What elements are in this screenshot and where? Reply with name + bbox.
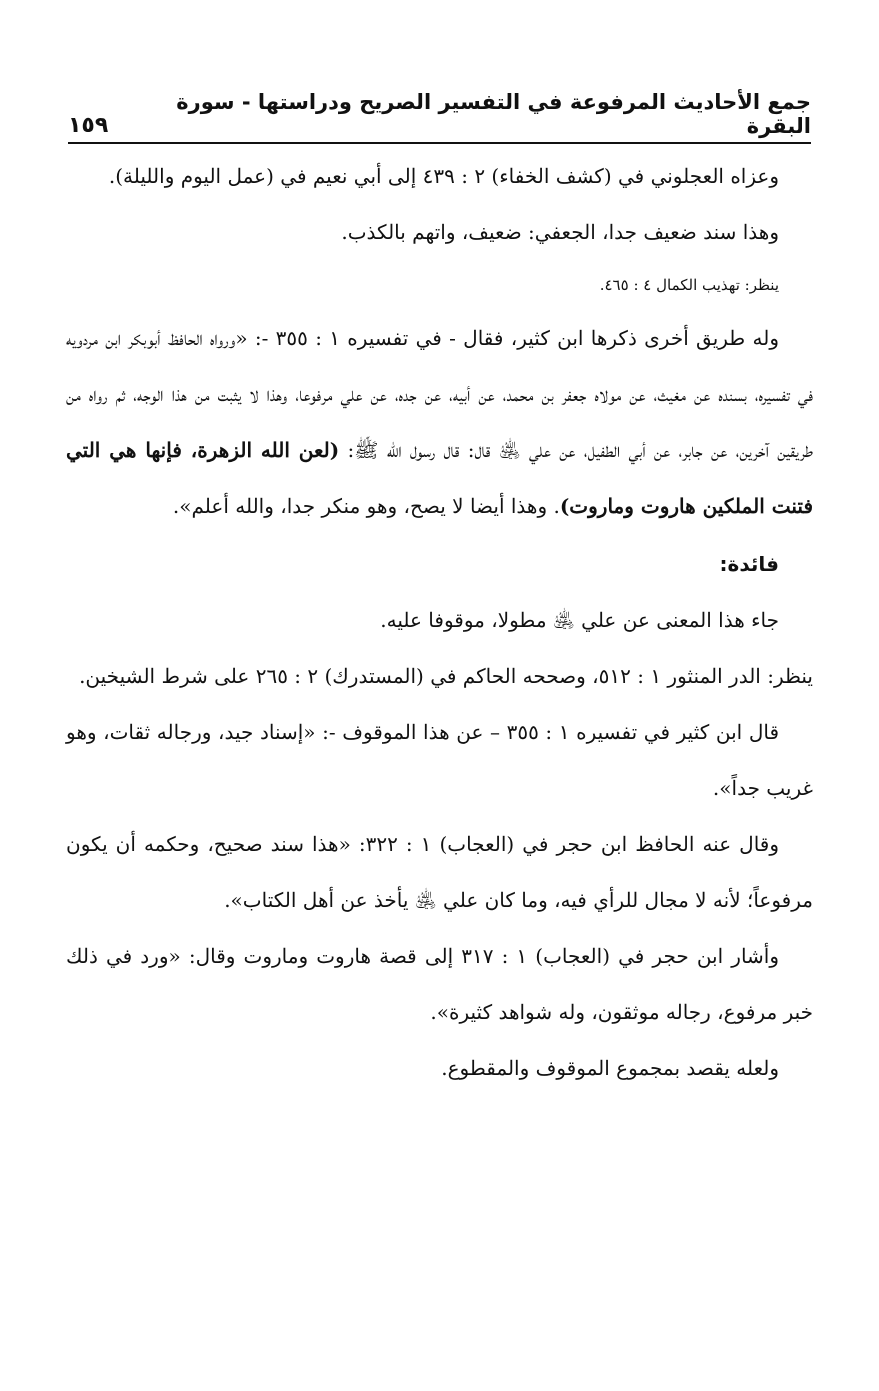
paragraph-ibn-kathir-route-text: وله طريق أخرى ذكرها ابن كثير، فقال - في تفسيره ١ : ٣٥٥ -: «ورواه الحافظ أبوبكر ابن مردويه في تفسيره، بسنده عن مغيث، عن مولاه جعفر بن محمد، عن أبيه، عن جده، عن علي مرفوعا، وهذا لا يثبت من هذا الوجه، ثم رواه من طريقين آخرين، عن جابر، عن أبي الطفيل، عن علي ﵁ قال: قال رسول الله ﷺ: [66,326,813,462]
paragraph-ibn-hajar-harut-marut: وأشار ابن حجر في (العجاب) ١ : ٣١٧ إلى قصة هاروت وماروت وقال: «ورد في ذلك خبر مرفوع، رجاله موثقون، وله شواهد كثيرة». [66,944,813,1024]
running-header-title: جمع الأحاديث المرفوعة في التفسير الصريح ودراستها - سورة البقرة [176,90,811,138]
paragraph-closing-remark: ولعله يقصد بمجموع الموقوف والمقطوع. [441,1056,779,1080]
paragraph-ibn-kathir-grading: قال ابن كثير في تفسيره ١ : ٣٥٥ – عن هذا الموقوف -: «إسناد جيد، ورجاله ثقات، وهو غريب جداً». [66,720,813,800]
running-header [68,90,811,144]
section-heading-faida: فائدة: [719,552,779,576]
hadith-quote: (لعن الله الزهرة، فإنها هي التي فتنت الملكين هاروت وماروت) [66,438,813,518]
body-text [66,148,813,1096]
paragraph-ajlouni-attribution: وعزاه العجلوني في (كشف الخفاء) ٢ : ٤٣٩ إلى أبي نعيم في (عمل اليوم والليلة). [108,164,779,188]
reference-note-tahdhib: ينظر: تهذيب الكمال ٤ : ٤٦٥. [599,276,779,294]
paragraph-references-durr-mustadrak: ينظر: الدر المنثور ١ : ٥١٢، وصححه الحاكم في (المستدرك) ٢ : ٢٦٥ على شرط الشيخين. [79,664,813,688]
paragraph-ibn-kathir-route [66,310,813,534]
paragraph-ibn-kathir-route-ending: . وهذا أيضا لا يصح، وهو منكر جدا، والله أعلم». [172,494,560,518]
paragraph-chain-assessment: وهذا سند ضعيف جدا، الجعفي: ضعيف، واتهم بالكذب. [341,220,779,244]
page-number: ١٥٩ [68,113,109,138]
paragraph-ali-mawquf: جاء هذا المعنى عن علي ﵁ مطولا، موقوفا عليه. [380,608,779,632]
paragraph-ibn-hajar-grading: وقال عنه الحافظ ابن حجر في (العجاب) ١ : ٣٢٢: «هذا سند صحيح، وحكمه أن يكون مرفوعاً؛ لأنه لا مجال للرأي فيه، وما كان علي ﵁ يأخذ عن أهل الكتاب». [66,832,813,912]
